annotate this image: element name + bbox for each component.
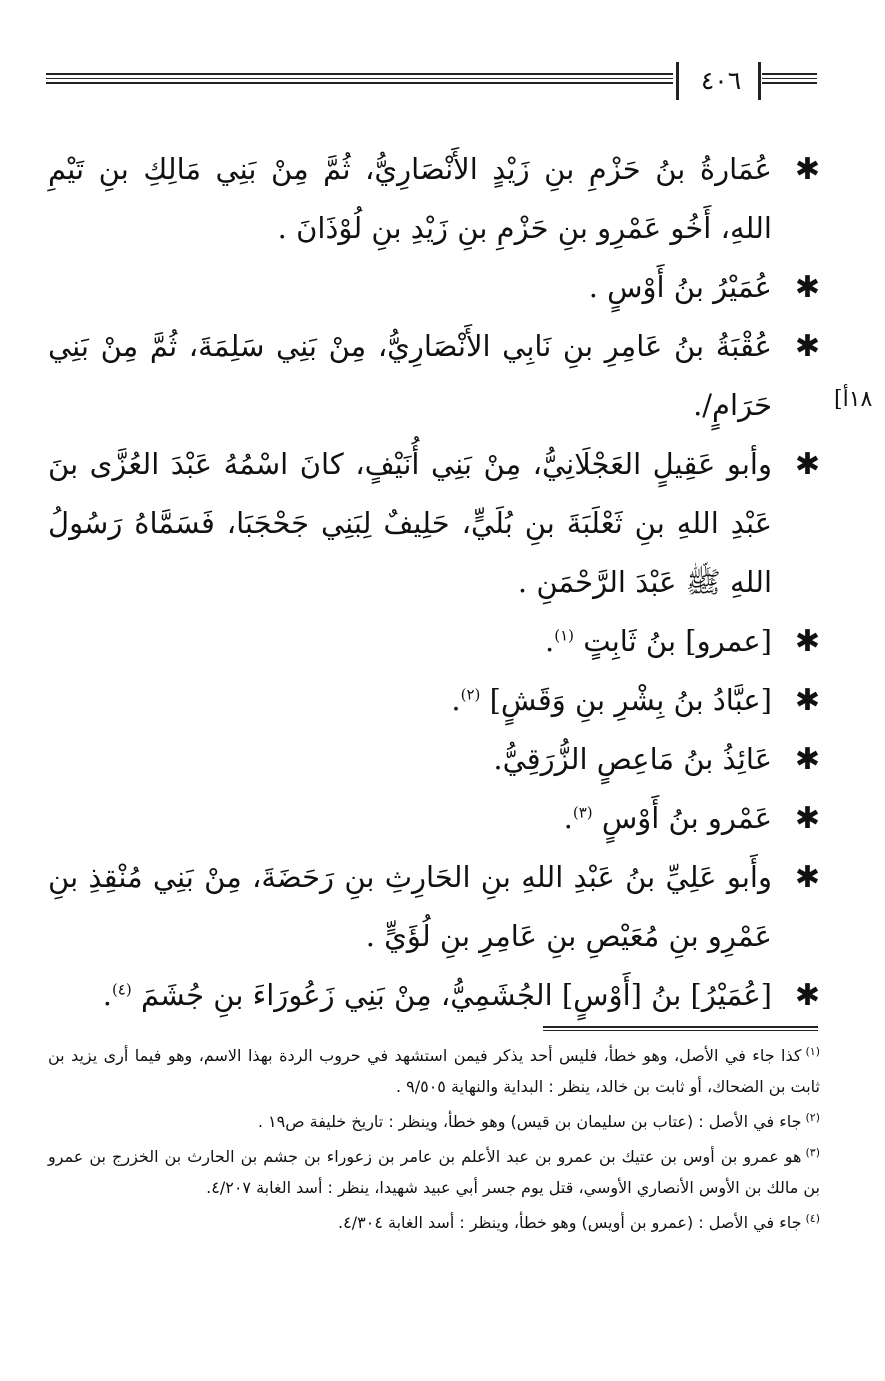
entry	[48, 612, 820, 671]
entry	[48, 730, 820, 789]
asterisk-icon: ✱	[794, 978, 820, 1013]
footnote-ref[interactable]: (٣)	[572, 803, 593, 822]
asterisk-icon: ✱	[794, 683, 820, 718]
page-number: ٤٠٦	[700, 66, 742, 95]
entry-text: [عبَّادُ بنُ بِشْرِ بنِ وَقَشٍ]	[489, 683, 772, 717]
entry-text: [عمرو] بنُ ثَابِتٍ	[583, 624, 772, 658]
asterisk-icon: ✱	[794, 447, 820, 482]
footnote	[48, 1141, 820, 1203]
footnote-number: (٢)	[805, 1110, 820, 1124]
margin-folio-note: ١٨أ]	[834, 387, 873, 412]
entry-text: عُمَيْرُ بنُ أَوْسٍ .	[588, 270, 772, 304]
entry	[48, 848, 820, 966]
header-rule-right	[762, 73, 817, 87]
entry	[48, 789, 820, 848]
entry-end: .	[102, 978, 112, 1012]
entry	[48, 435, 820, 612]
footnote-number: (٣)	[805, 1145, 820, 1159]
footnotes	[48, 1040, 820, 1242]
footnote-text: جاء في الأصل : (عمرو بن أويس) وهو خطأ، وينظر : أسد الغابة ٤/٣٠٤.	[338, 1213, 802, 1232]
header-bar-right	[758, 62, 761, 100]
footnote-number: (١)	[805, 1044, 820, 1058]
asterisk-icon: ✱	[794, 329, 820, 364]
footnote	[48, 1207, 820, 1238]
entry-text: عَائِذُ بنُ مَاعِصٍ الزُّرَقِيُّ.	[493, 742, 772, 776]
footnote-ref[interactable]: (٢)	[460, 685, 481, 704]
entry-text: عَمْرو بنُ أَوْسٍ	[601, 801, 772, 835]
footnote-ref[interactable]: (١)	[554, 626, 575, 645]
footnote-separator	[543, 1026, 818, 1032]
entry-list	[48, 140, 820, 1025]
asterisk-icon: ✱	[794, 152, 820, 187]
entry-text: وأَبو عَلِيِّ بنُ عَبْدِ اللهِ بنِ الحَارِثِ بنِ رَحَضَةَ، مِنْ بَنِي مُنْقِذِ بنِ عَمْرِو بنِ مُعَيْصِ بنِ عَامِرِ بنِ لُؤَيٍّ .	[48, 860, 772, 953]
footnote-text: جاء في الأصل : (عتاب بن سليمان بن قيس) وهو خطأ، وينظر : تاريخ خليفة ص١٩ .	[257, 1112, 802, 1131]
entry-text: [عُمَيْرُ] بنُ [أَوْسٍ] الجُشَمِيُّ، مِنْ بَنِي زَعُورَاءَ بنِ جُشَمَ	[140, 978, 772, 1012]
entry-text: عُقْبَةُ بنُ عَامِرِ بنِ نَابِي الأَنْصَارِيُّ، مِنْ بَنِي سَلِمَةَ، ثُمَّ مِنْ بَنِي حَرَامٍ/.	[48, 329, 772, 422]
entry	[48, 671, 820, 730]
footnote-text: كذا جاء في الأصل، وهو خطأ، فليس أحد يذكر فيمن استشهد في حروب الردة بهذا الاسم، وهو فيما أرى يزيد بن ثابت بن الضحاك، أو ثابت بن خالد، ينظر : البداية والنهاية ٩/٥٠٥ .	[48, 1046, 820, 1096]
entry-end: .	[545, 624, 555, 658]
entry	[48, 258, 820, 317]
entry-end: .	[451, 683, 461, 717]
asterisk-icon: ✱	[794, 742, 820, 777]
entry-text: عُمَارةُ بنُ حَزْمِ بنِ زَيْدٍ الأَنْصَارِيُّ، ثُمَّ مِنْ بَنِي مَالِكِ بنِ تَيْمِ اللهِ، أَخُو عَمْرِو بنِ حَزْمِ بنِ زَيْدِ بنِ لُوْذَانَ .	[48, 152, 772, 245]
footnote-text: هو عمرو بن أوس بن عتيك بن عمرو بن عبد الأعلم بن عامر بن زعوراء بن جشم بن الحارث بن الخزرج بن عمرو بن مالك بن الأوس الأنصاري الأوسي، قتل يوم جسر أبي عبيد شهيدا، ينظر : أسد الغابة ٤/٢٠٧.	[48, 1147, 820, 1197]
header-rule-left	[46, 73, 673, 87]
asterisk-icon: ✱	[794, 860, 820, 895]
entry	[48, 140, 820, 258]
entry-text: وأبو عَقِيلٍ العَجْلَانِيُّ، مِنْ بَنِي أُنَيْفٍ، كانَ اسْمُهُ عَبْدَ العُزَّى بنَ عَبْدِ اللهِ بنِ ثَعْلَبَةَ بنِ بُلَيٍّ، حَلِيفٌ لِبَنِي جَحْجَبَا، فَسَمَّاهُ رَسُولُ اللهِ ﷺ عَبْدَ الرَّحْمَنِ .	[48, 447, 772, 599]
header-bar-left	[676, 62, 679, 100]
asterisk-icon: ✱	[794, 624, 820, 659]
entry-end: .	[563, 801, 573, 835]
entry	[48, 317, 820, 435]
footnote	[48, 1106, 820, 1137]
asterisk-icon: ✱	[794, 270, 820, 305]
footnote-number: (٤)	[805, 1211, 820, 1225]
entry	[48, 966, 820, 1025]
footnote-ref[interactable]: (٤)	[111, 980, 132, 999]
footnote	[48, 1040, 820, 1102]
asterisk-icon: ✱	[794, 801, 820, 836]
